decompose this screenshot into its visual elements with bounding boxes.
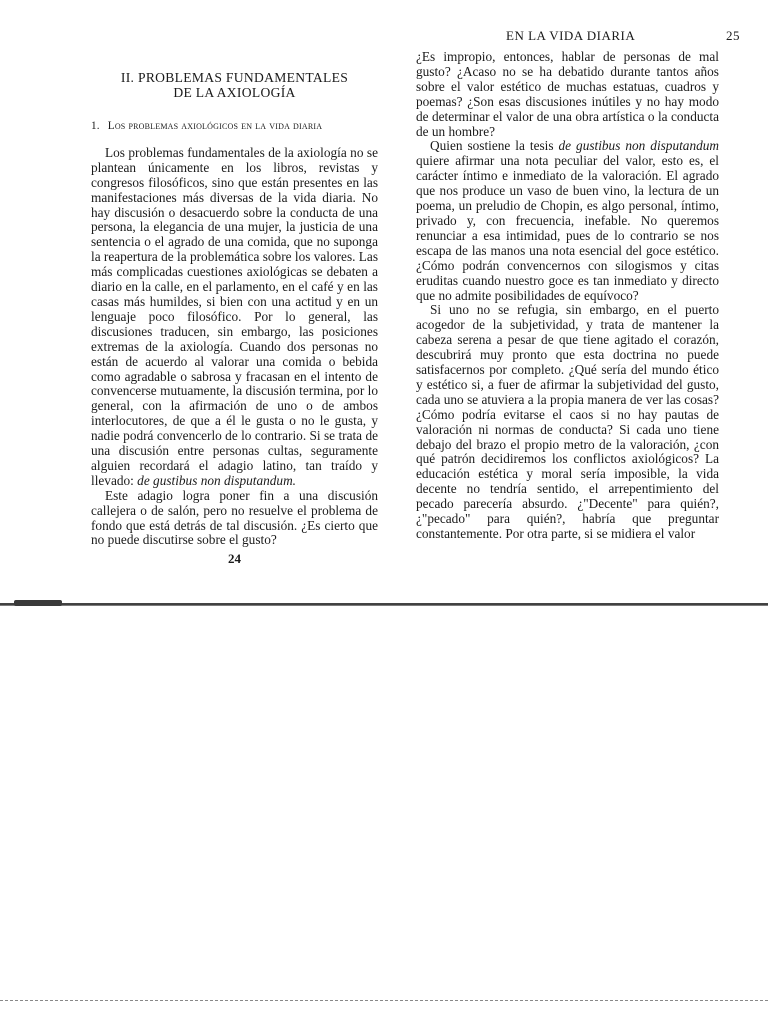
chapter-title-line-1: II. PROBLEMAS FUNDAMENTALES [120, 70, 349, 85]
right-column [416, 50, 719, 542]
chapter-title [91, 70, 378, 100]
paragraph-text: Si uno no se refugia, sin embargo, en el puerto acogedor de la subjetividad, y trata de mantener la cabeza serena a pesar de que tiene agitado el corazón, descubrirá muy pronto que esta doctrina no puede satisfacernos por completo. ¿Qué sería del mundo ético y estético si, a fuer de afirmar la subjetividad del gusto, cada uno se atuviera a la propia manera de ver las cosas? ¿Cómo podría evitarse el caos si no hay pautas de valoración ni normas de conducta? Si cada uno tiene debajo del brazo el propio metro de la valoración, ¿con qué patrón decidiremos los conflictos axiológicos? La educación estética y moral sería imposible, la vida decente no tendría sentido, el arrepentimiento del pecado parecería absurdo. ¿"Decente" para quién?, ¿"pecado" para quién?, habría que preguntar constantemente. Por otra parte, si se midiera el valor [416, 302, 719, 541]
chapter-title-line-2: DE LA AXIOLOGÍA [173, 85, 296, 100]
running-head-title: EN LA VIDA DIARIA [506, 28, 636, 43]
latin-phrase: de gustibus non disputandum [558, 138, 719, 154]
paragraph-text: Los problemas fundamentales de la axiología no se plantean únicamente en los libros, revistas y congresos filosóficos, sino que están presentes en las manifestaciones más diversas de la vida diaria. No hay discusión o desacuerdo sobre la conducta de una persona, la elegancia de una mujer, la justicia de una sentencia o el agrado de una comida, que no suponga la reapertura de la problemática sobre los valores. Las más complicadas cuestiones axiológicas se debaten a diario en la calle, en el parlamento, en el café y en las casas más humildes, si bien con una actitud y en un lenguaje poco filosófico. Por lo general, las discusiones traducen, sin embargo, las posiciones extremas de la axiología. Cuando dos personas no están de acuerdo al valorar una comida o bebida como agradable o sabrosa y fracasan en el intento de convencerse mutuamente, la discusión termina, por lo general, con la afirmación de uno o de ambos interlocutores, de que a él le gusta o no le gusta, y nadie podrá convencerlo de lo contrario. Si se trata de una discusión entre personas cultas, seguramente alguien recordará el adagio latino, tan traído y llevado: [91, 144, 378, 488]
scan-edge-line [0, 603, 768, 606]
paragraph [416, 50, 719, 139]
paragraph [91, 489, 378, 549]
section-title: Los problemas axiológicos en la vida diaria [107, 120, 323, 132]
page-number: 25 [726, 28, 740, 43]
scan-bottom-noise [0, 1000, 768, 1001]
folio-number: 24 [228, 551, 241, 567]
section-heading [91, 119, 378, 134]
paragraph [91, 146, 378, 489]
latin-phrase: de gustibus non disputandum. [137, 472, 297, 488]
paragraph [416, 139, 719, 303]
section-number: 1. [91, 120, 100, 132]
paragraph-text: quiere afirmar una nota peculiar del valor, esto es, el carácter íntimo e inmediato de la valoración. El agrado que nos produce un vaso de buen vino, la lectura de un poema, un preludio de Chopin, es algo personal, íntimo, privado y, con frecuencia, inefable. No queremos renunciar a esa intimidad, pues de lo contrario se nos escapa de las manos una nota esencial del goce estético. ¿Cómo podrán convencernos con silogismos y citas eruditas cuando nuestro goce es tan inmediato y directo que no admite posibilidades de equívoco? [416, 153, 719, 303]
paragraph-text: ¿Es impropio, entonces, hablar de personas de mal gusto? ¿Acaso no se ha debatido durante tantos años sobre el valor estético de muchas estatuas, cuadros y poemas? ¿Son esas discusiones inútiles y no hay modo de determinar el valor de una obra artística o la conducta de un hombre? [416, 49, 719, 139]
left-column [91, 70, 378, 567]
paragraph-text: Este adagio logra poner fin a una discusión callejera o de salón, pero no resuelve el problema de fondo que está detrás de tal discusión. ¿Es cierto que no puede discutirse sobre el gusto? [91, 487, 378, 548]
paragraph-text: Quien sostiene la tesis [430, 138, 554, 154]
paragraph [416, 303, 719, 542]
